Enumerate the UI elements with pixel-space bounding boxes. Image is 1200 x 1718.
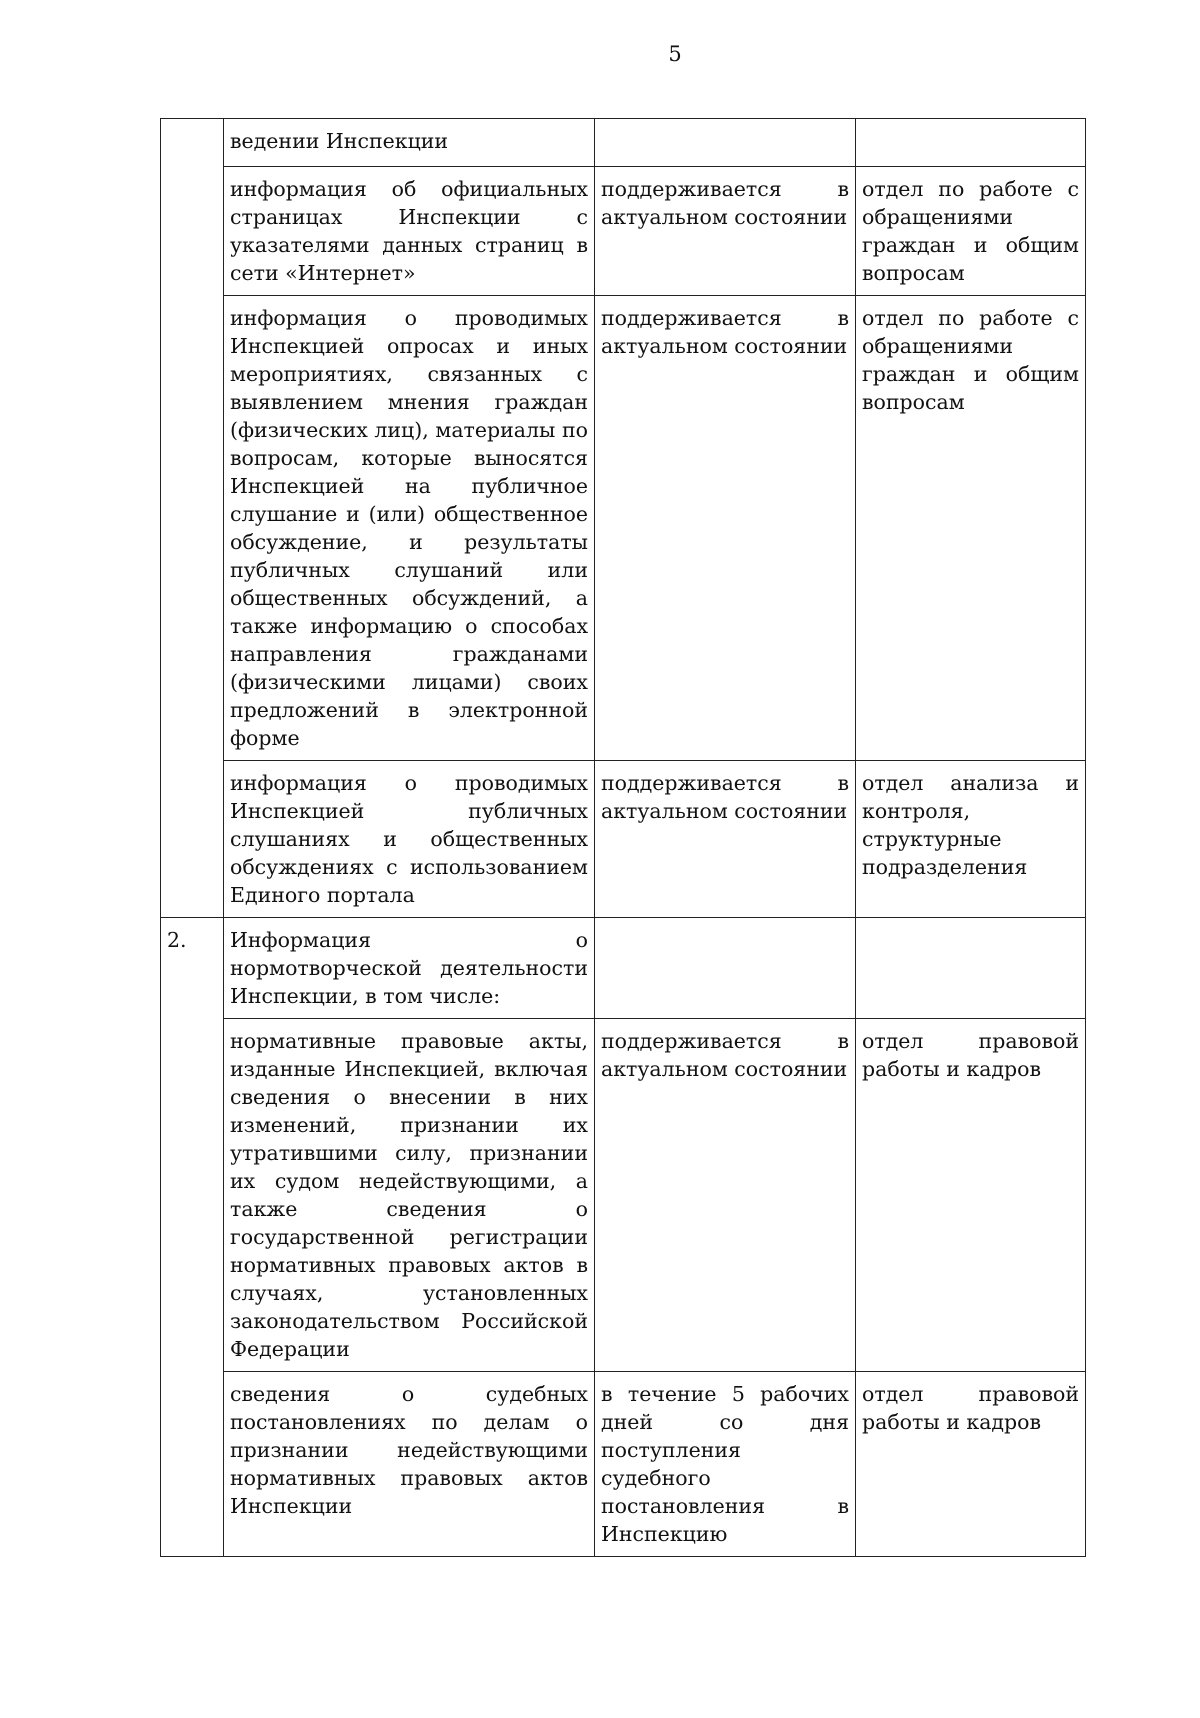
info-cell: нормативные правовые акты, изданные Инспекцией, включая сведения о внесении в них изменений, признании их утратившими силу, признании их судом недействующими, а также сведения о государственной регистрации нормативных правовых актов в случаях, установленных законодательством Российской Федерации <box>224 1019 595 1372</box>
table-row <box>161 918 1086 1019</box>
responsible-cell: отдел по работе с обращениями граждан и общим вопросам <box>856 167 1086 296</box>
row-number-cell <box>161 1372 224 1557</box>
frequency-cell <box>595 918 856 1019</box>
info-cell: Информация о нормотворческой деятельности Инспекции, в том числе: <box>224 918 595 1019</box>
frequency-cell: поддерживается в актуальном состоянии <box>595 761 856 918</box>
page-number: 5 <box>668 42 682 66</box>
info-cell: сведения о судебных постановлениях по делам о признании недействующими нормативных правовых актов Инспекции <box>224 1372 595 1557</box>
table-row <box>161 1372 1086 1557</box>
frequency-cell: поддерживается в актуальном состоянии <box>595 167 856 296</box>
table-row <box>161 1019 1086 1372</box>
responsible-cell: отдел правовой работы и кадров <box>856 1372 1086 1557</box>
responsible-cell <box>856 918 1086 1019</box>
table-row <box>161 119 1086 167</box>
row-number-cell <box>161 761 224 918</box>
row-number-cell: 2. <box>161 918 224 1019</box>
info-cell: информация об официальных страницах Инспекции с указателями данных страниц в сети «Интернет» <box>224 167 595 296</box>
info-cell: информация о проводимых Инспекцией публичных слушаниях и общественных обсуждениях с использованием Единого портала <box>224 761 595 918</box>
responsible-cell: отдел правовой работы и кадров <box>856 1019 1086 1372</box>
row-number-cell <box>161 296 224 761</box>
frequency-cell: поддерживается в актуальном состоянии <box>595 1019 856 1372</box>
info-cell: ведении Инспекции <box>224 119 595 167</box>
row-number-cell <box>161 119 224 167</box>
row-number-cell <box>161 167 224 296</box>
row-number-cell <box>161 1019 224 1372</box>
frequency-cell: поддерживается в актуальном состоянии <box>595 296 856 761</box>
table-row <box>161 761 1086 918</box>
responsible-cell: отдел по работе с обращениями граждан и общим вопросам <box>856 296 1086 761</box>
information-table <box>160 118 1086 1557</box>
responsible-cell: отдел анализа и контроля, структурные подразделения <box>856 761 1086 918</box>
table-row <box>161 296 1086 761</box>
responsible-cell <box>856 119 1086 167</box>
frequency-cell: в течение 5 рабочих дней со дня поступления судебного постановления в Инспекцию <box>595 1372 856 1557</box>
info-cell: информация о проводимых Инспекцией опросах и иных мероприятиях, связанных с выявлением мнения граждан (физических лиц), материалы по вопросам, которые выносятся Инспекцией на публичное слушание и (или) общественное обсуждение, и результаты публичных слушаний или общественных обсуждений, а также информацию о способах направления гражданами (физическими лицами) своих предложений в электронной форме <box>224 296 595 761</box>
table-row <box>161 167 1086 296</box>
frequency-cell <box>595 119 856 167</box>
